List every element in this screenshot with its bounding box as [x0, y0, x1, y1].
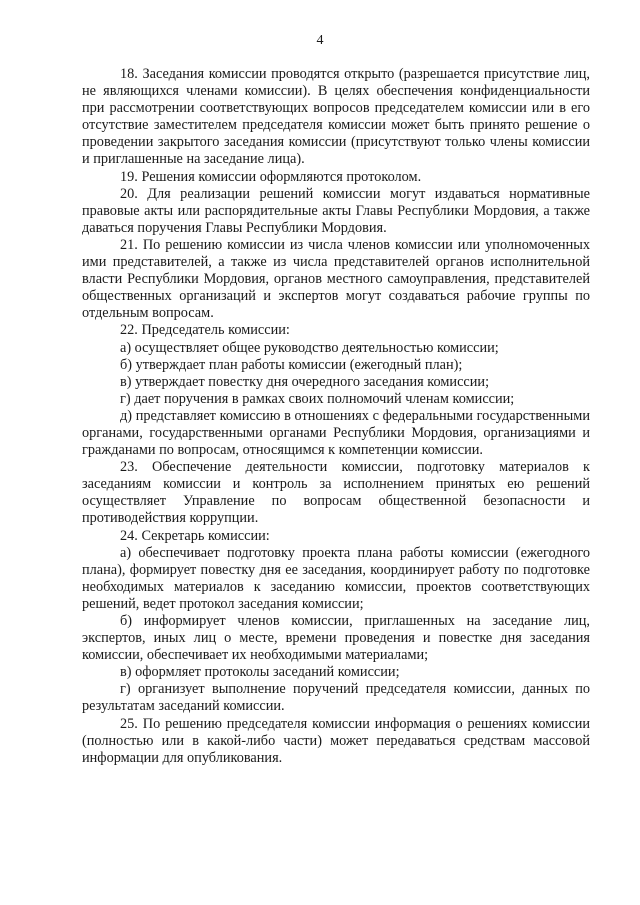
- paragraph-23: 23. Обеспечение деятельности комиссии, подготовку материалов к заседаниям комиссии и контроль за исполнением принятых ею решений осуществляет Управление по вопросам общественной безопасности и противодействия коррупции.: [82, 459, 590, 527]
- document-body: [82, 66, 590, 767]
- paragraph-18: 18. Заседания комиссии проводятся открыто (разрешается присутствие лиц, не являющихся членами комиссии). В целях обеспечения конфиденциальности при рассмотрении соответствующих вопросов председателем комиссии или в его отсутствие заместителем председателя комиссии может быть принято решение о проведении закрытого заседания комиссии (присутствуют только члены комиссии и приглашенные на заседание лица).: [82, 66, 590, 168]
- list-item-22c: в) утверждает повестку дня очередного заседания комиссии;: [120, 373, 490, 390]
- page-number: 4: [316, 33, 324, 48]
- list-item-22d: г) дает поручения в рамках своих полномочий членам комиссии;: [120, 390, 515, 407]
- list-item-22b: б) утверждает план работы комиссии (ежегодный план);: [120, 356, 463, 373]
- paragraph-20: 20. Для реализации решений комиссии могут издаваться нормативные правовые акты или распорядительные акты Главы Республики Мордовия, а также даваться поручения Главы Республики Мордовия.: [82, 185, 590, 236]
- list-item-24a: а) обеспечивает подготовку проекта плана работы комиссии (ежегодного плана), формирует повестку дня ее заседания, координирует работу по подготовке необходимых материалов к заседанию комиссии, проектов соответствующих решений, ведет протокол заседания комиссии;: [82, 544, 590, 612]
- paragraph-22-heading: 22. Председатель комиссии:: [120, 322, 290, 339]
- paragraph-24-heading: 24. Секретарь комиссии:: [120, 527, 270, 544]
- paragraph-19: 19. Решения комиссии оформляются протоколом.: [120, 168, 422, 185]
- paragraph-21: 21. По решению комиссии из числа членов комиссии или уполномоченных ими представителей, а также из числа представителей органов исполнительной власти Республики Мордовия, органов местного самоуправления, представителей общественных организаций и экспертов могут создаваться рабочие группы по отдельным вопросам.: [82, 236, 590, 322]
- list-item-22a: а) осуществляет общее руководство деятельностью комиссии;: [120, 339, 499, 356]
- list-item-24b: б) информирует членов комиссии, приглашенных на заседание лиц, экспертов, иных лиц о месте, времени проведения и повестке дня заседания комиссии, обеспечивает их необходимыми материалами;: [82, 613, 590, 664]
- list-item-22e: д) представляет комиссию в отношениях с федеральными государственными органами, государственными органами Республики Мордовия, организациями и гражданами по вопросам, относящимся к компетенции комиссии.: [82, 407, 590, 459]
- list-item-24d: г) организует выполнение поручений председателя комиссии, данных по результатам заседаний комиссии.: [82, 681, 590, 715]
- list-item-24c: в) оформляет протоколы заседаний комиссии;: [120, 664, 400, 681]
- paragraph-25: 25. По решению председателя комиссии информация о решениях комиссии (полностью или в какой-либо части) может передаваться средствам массовой информации для опубликования.: [82, 715, 590, 766]
